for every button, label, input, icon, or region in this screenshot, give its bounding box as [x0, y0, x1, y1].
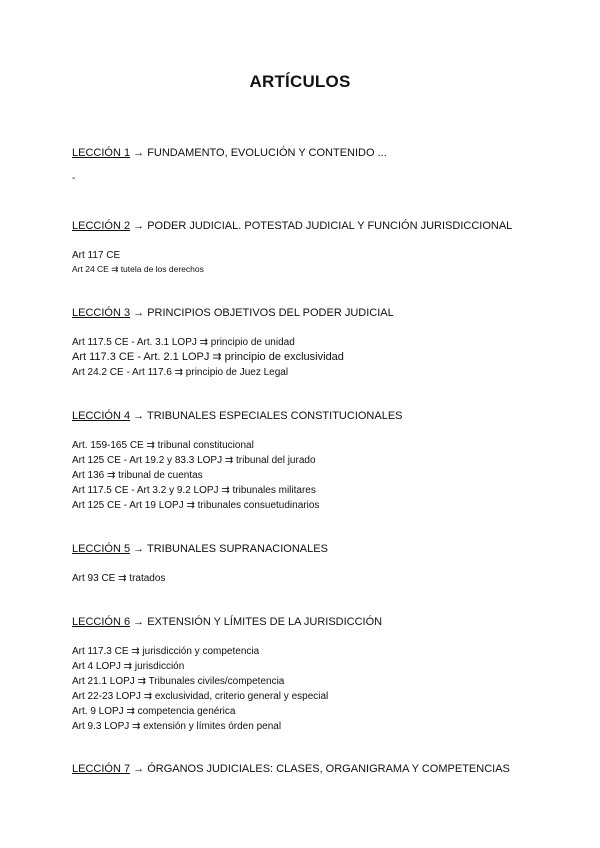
section-heading [72, 409, 572, 423]
section-heading [72, 615, 572, 629]
article-item: Art 21.1 LOPJ ⇉ Tribunales civiles/competencia [72, 676, 285, 687]
article-item: Art 117.3 CE ⇉ jurisdicción y competencia [72, 646, 260, 657]
article-item: Art 117.3 CE - Art. 2.1 LOPJ ⇉ principio de exclusividad [72, 351, 344, 363]
lesson-number: LECCIÓN 7 [72, 763, 131, 775]
section-leccion-6 [72, 615, 572, 734]
article-item: Art 136 ⇉ tribunal de cuentas [72, 470, 203, 481]
article-item: Art 93 CE ⇉ tratados [72, 573, 166, 584]
lesson-number: LECCIÓN 5 [72, 543, 131, 555]
section-heading [72, 542, 572, 556]
article-item: Art 125 CE - Art 19 LOPJ ⇉ tribunales consuetudinarios [72, 500, 320, 511]
article-item: Art. 9 LOPJ ⇉ competencia genérica [72, 706, 236, 717]
article-item: Art. 159-165 CE ⇉ tribunal constitucional [72, 440, 254, 451]
lesson-number: LECCIÓN 2 [72, 220, 131, 232]
article-list [72, 644, 572, 734]
lesson-number: LECCIÓN 3 [72, 307, 131, 319]
section-leccion-3 [72, 306, 572, 380]
article-item: Art 117.5 CE - Art 3.2 y 9.2 LOPJ ⇉ tribunales militares [72, 485, 316, 496]
section-heading [72, 306, 572, 320]
article-list [72, 335, 572, 380]
section-heading [72, 219, 572, 233]
lesson-topic: → TRIBUNALES ESPECIALES CONSTITUCIONALES [130, 410, 403, 422]
article-item: Art 4 LOPJ ⇉ jurisdicción [72, 661, 185, 672]
article-list [72, 438, 572, 513]
article-item: Art 117 CE [72, 250, 121, 261]
article-item: Art 117.5 CE - Art. 3.1 LOPJ ⇉ principio de unidad [72, 337, 295, 348]
section-leccion-5 [72, 542, 572, 586]
article-item: Art 9.3 LOPJ ⇉ extensión y límites órden penal [72, 721, 282, 732]
article-list [72, 571, 572, 586]
section-leccion-4 [72, 409, 572, 513]
lesson-topic: → PODER JUDICIAL. POTESTAD JUDICIAL Y FUNCIÓN JURISDICCIONAL [130, 220, 513, 232]
lesson-number: LECCIÓN 1 [72, 147, 131, 159]
lesson-topic: → ÓRGANOS JUDICIALES: CLASES, ORGANIGRAMA Y COMPETENCIAS [130, 763, 510, 775]
lesson-topic: → TRIBUNALES SUPRANACIONALES [130, 543, 328, 555]
section-heading [72, 146, 572, 160]
section-leccion-7 [72, 762, 572, 776]
lesson-number: LECCIÓN 6 [72, 616, 131, 628]
lesson-topic: → PRINCIPIOS OBJETIVOS DEL PODER JUDICIAL [130, 307, 394, 319]
section-leccion-2 [72, 219, 572, 276]
article-item: Art 125 CE - Art 19.2 y 83.3 LOPJ ⇉ tribunal del jurado [72, 455, 316, 466]
lesson-number: LECCIÓN 4 [72, 410, 131, 422]
article-item: Art 24 CE ⇉ tutela de los derechos [72, 264, 204, 274]
article-item: Art 22-23 LOPJ ⇉ exclusividad, criterio general y especial [72, 691, 329, 702]
article-list [72, 248, 572, 276]
lesson-topic: → EXTENSIÓN Y LÍMITES DE LA JURISDICCIÓN [130, 616, 383, 628]
page-title: ARTÍCULOS [249, 72, 351, 91]
section-heading [72, 762, 572, 776]
lesson-topic: → FUNDAMENTO, EVOLUCIÓN Y CONTENIDO ... [130, 147, 387, 159]
article-item: Art 24.2 CE - Art 117.6 ⇉ principio de Juez Legal [72, 367, 289, 378]
section-note: - [72, 173, 76, 184]
section-leccion-1 [72, 146, 572, 186]
